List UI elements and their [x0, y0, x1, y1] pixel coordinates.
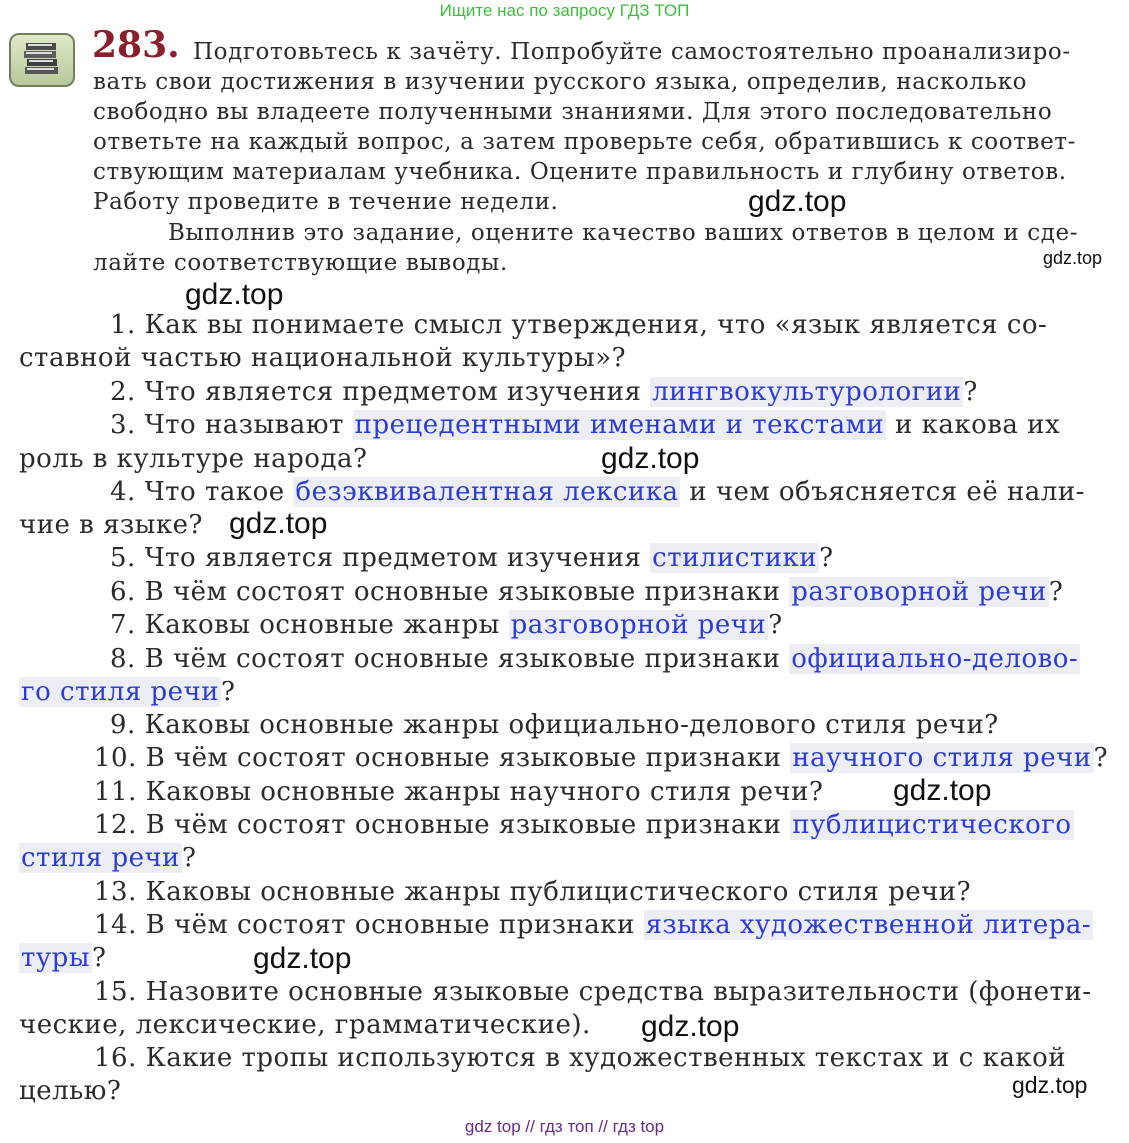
question-end: ? [92, 943, 107, 973]
term-link[interactable]: лингвокультурологии [652, 377, 962, 407]
question-end: ? [963, 377, 978, 407]
intro-line: Подготовьтесь к зачёту. Попробуйте самостоятельно проанализиро- [193, 39, 1071, 65]
term-link[interactable]: туры [21, 943, 91, 973]
question-15-line-2: ческие, лексические, грамматические). [19, 1010, 591, 1040]
intro-line: вать свои достижения в изучении русского языка, определив, насколько [93, 69, 1028, 95]
watermark: gdz.top [229, 507, 328, 540]
intro-line: Выполнив это задание, оцените качество ваших ответов в целом и сде- [168, 220, 1079, 246]
watermark: gdz.top [641, 1010, 740, 1043]
question-end: ? [221, 677, 236, 707]
question-14 [94, 910, 1093, 940]
books-icon [9, 33, 75, 87]
footer-links[interactable]: gdz top // гдз топ // гдз top [464, 1117, 665, 1136]
watermark: gdz.top [601, 442, 700, 475]
question-text: 14. В чём состоят основные признаки [94, 910, 644, 940]
question-13: 13. Каковы основные жанры публицистического стиля речи? [94, 877, 972, 907]
watermark: gdz.top [1043, 248, 1103, 268]
question-text: 7. Каковы основные жанры [110, 610, 509, 640]
question-16-line-2: целью? [19, 1076, 122, 1106]
question-text: 10. В чём состоят основные языковые признаки [94, 743, 791, 773]
question-text: 4. Что такое [110, 477, 294, 507]
intro-line: свободно вы владеете полученными знаниями. Для этого последовательно [93, 99, 1053, 125]
question-16-line-1: 16. Какие тропы используются в художественных текстах и с какой [94, 1043, 1067, 1073]
question-end: ? [1093, 743, 1109, 773]
question-5 [110, 543, 834, 573]
question-10 [94, 743, 1108, 773]
question-text: 8. В чём состоят основные языковые признаки [110, 644, 790, 674]
question-11: 11. Каковы основные жанры научного стиля речи? [94, 777, 824, 807]
watermark: gdz.top [893, 774, 992, 807]
question-15-line-1: 15. Назовите основные языковые средства выразительности (фонети- [94, 977, 1092, 1007]
question-1-line-2: ставной частью национальной культуры»? [19, 343, 627, 373]
question-12-line-2 [19, 843, 196, 873]
top-banner[interactable]: Ищите нас по запросу ГДЗ ТОП [439, 1, 690, 20]
watermark: gdz.top [1012, 1072, 1088, 1098]
question-9: 9. Каковы основные жанры официально-делового стиля речи? [110, 710, 999, 740]
term-link[interactable]: прецедентными именами и текстами [354, 410, 885, 440]
term-link[interactable]: го стиля речи [21, 677, 220, 707]
question-text: 3. Что называют [110, 410, 353, 440]
question-14-line-2 [19, 943, 106, 973]
intro-line: лайте соответствующие выводы. [93, 250, 508, 276]
term-link[interactable]: стиля речи [21, 843, 181, 873]
question-2 [110, 377, 978, 407]
question-7 [110, 610, 783, 640]
watermark: gdz.top [185, 278, 284, 311]
term-link[interactable]: разговорной речи [791, 577, 1047, 607]
term-link[interactable]: публицистического [792, 810, 1072, 840]
question-text: 5. Что является предметом изучения [110, 543, 651, 573]
question-end: ? [768, 610, 783, 640]
question-4-line-2: чие в языке? [19, 510, 203, 540]
watermark: gdz.top [253, 942, 352, 975]
intro-line: Работу проведите в течение недели. [93, 189, 559, 215]
task-number: 283. [92, 24, 180, 66]
term-link[interactable]: разговорной речи [510, 610, 767, 640]
question-text: 12. В чём состоят основные языковые признаки [94, 810, 791, 840]
question-end: и чем объясняется её нали- [680, 477, 1085, 507]
intro-line: ответьте на каждый вопрос, а затем проверьте себя, обратившись к соответ- [93, 129, 1076, 155]
question-text: 2. Что является предметом изучения [110, 377, 651, 407]
term-link[interactable]: официально-делово- [791, 644, 1079, 674]
question-1-line-1: 1. Как вы понимаете смысл утверждения, что «язык является со- [110, 310, 1048, 340]
question-3 [110, 410, 1060, 440]
question-4 [110, 477, 1085, 507]
question-6 [110, 577, 1063, 607]
question-8-line-2 [19, 677, 236, 707]
question-8 [110, 644, 1080, 674]
question-end: ? [182, 843, 197, 873]
question-text: 6. В чём состоят основные языковые признаки [110, 577, 790, 607]
question-end: ? [819, 543, 834, 573]
question-end: и какова их [886, 410, 1061, 440]
term-link[interactable]: научного стиля речи [792, 743, 1092, 773]
term-link[interactable]: стилистики [652, 543, 818, 573]
term-link[interactable]: безэквивалентная лексика [295, 477, 679, 507]
question-12 [94, 810, 1074, 840]
question-end: ? [1048, 577, 1064, 607]
watermark: gdz.top [748, 185, 847, 218]
intro-line: ствующим материалам учебника. Оцените правильность и глубину ответов. [93, 159, 1067, 185]
question-3-line-2: роль в культуре народа? [19, 444, 368, 474]
term-link[interactable]: языка художественной литера- [645, 910, 1092, 940]
